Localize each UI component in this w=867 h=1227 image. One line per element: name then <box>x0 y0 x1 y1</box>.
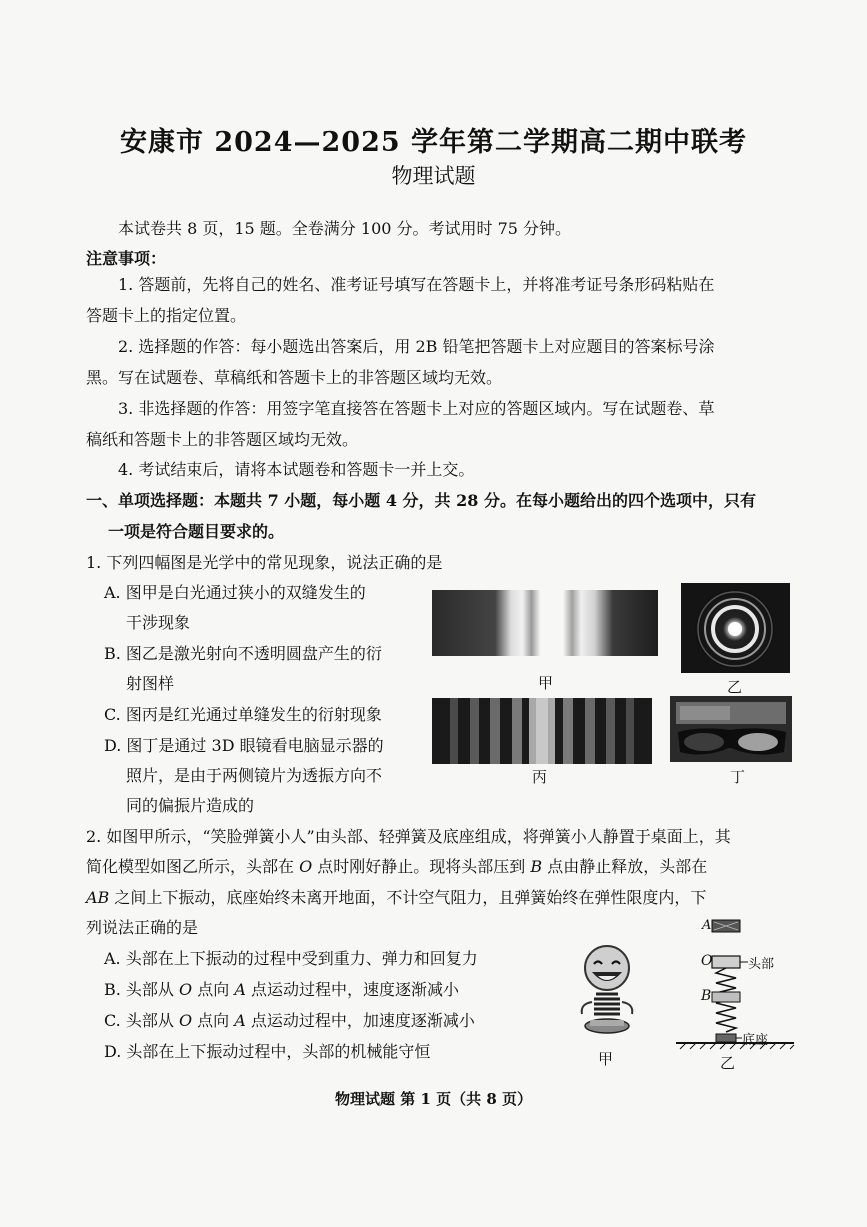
notice-heading: 注意事项： <box>86 249 167 268</box>
q2-option-d: D. 头部在上下振动过程中，头部的机械能守恒 <box>104 1042 431 1061</box>
section-1-heading-line-2: 一项是符合题目要求的。 <box>108 522 285 541</box>
q1-option-c: C. 图丙是红光通过单缝发生的衍射现象 <box>104 705 382 724</box>
notice-item-2-line-1: 2. 选择题的作答：每小题选出答案后，用 2B 铅笔把答题卡上对应题目的答案标号涂 <box>118 337 715 356</box>
q2-c-o: O <box>178 1011 193 1030</box>
q2-c-post: 点运动过程中，加速度逐渐减小 <box>245 1011 475 1030</box>
figure-jia-double-slit <box>432 590 658 656</box>
intro-text: 本试卷共 8 页，15 题。全卷满分 100 分。考试用时 75 分钟。 <box>118 219 572 238</box>
q2-b-o: O <box>179 980 193 999</box>
q1-option-a-line-1: A. 图甲是白光通过狭小的双缝发生的 <box>104 583 366 602</box>
q2-stem-2a: 简化模型如图乙所示，头部在 <box>86 857 300 876</box>
model-label-b: B <box>701 988 712 1004</box>
q1-option-b-line-2: 射图样 <box>126 674 175 693</box>
model-label-a: A <box>702 918 712 933</box>
q2-stem-2c: 点时刚好静止。现将头部压到 <box>312 857 531 876</box>
q2-stem-line-3 <box>86 883 706 913</box>
figure-caption-yi: 乙 <box>727 678 743 696</box>
q2-b-post: 点运动过程中，速度逐渐减小 <box>245 980 459 999</box>
q2-stem-2b: O <box>299 857 313 876</box>
figure-caption-bing: 丙 <box>532 768 548 786</box>
notice-item-3-line-1: 3. 非选择题的作答：用签字笔直接答在答题卡上对应的答题区域内。写在试题卷、草 <box>118 399 715 418</box>
notice-item-2-line-2: 黑。写在试题卷、草稿纸和答题卡上的非答题区域均无效。 <box>86 368 503 387</box>
q2-c-pre: C. 头部从 <box>104 1011 179 1030</box>
notice-item-4: 4. 考试结束后，请将本试题卷和答题卡一并上交。 <box>118 460 475 479</box>
figure-caption-jia: 甲 <box>538 674 554 692</box>
q1-stem: 1. 下列四幅图是光学中的常见现象，说法正确的是 <box>86 553 443 572</box>
page-footer: 物理试题 第 1 页（共 8 页） <box>335 1090 532 1108</box>
q1-option-a-line-2: 干涉现象 <box>126 613 191 632</box>
notice-item-3-line-2: 稿纸和答题卡上的非答题区域均无效。 <box>86 430 359 449</box>
figure-ding-3d-glasses <box>670 696 792 762</box>
model-label-head: 头部 <box>748 957 775 972</box>
model-label-base: 底座 <box>742 1033 769 1048</box>
figure-spring-model <box>676 916 796 1052</box>
q2-option-a: A. 头部在上下振动的过程中受到重力、弹力和回复力 <box>104 949 478 968</box>
notice-item-1-line-1: 1. 答题前，先将自己的姓名、准考证号填写在答题卡上，并将准考证号条形码粘贴在 <box>118 275 715 294</box>
figure-caption-toy-jia: 甲 <box>598 1050 614 1068</box>
q2-stem-3a: AB <box>86 888 110 907</box>
q2-option-b <box>104 975 459 1005</box>
q2-b-pre: B. 头部从 <box>104 980 180 999</box>
q2-stem-line-4: 列说法正确的是 <box>86 918 199 937</box>
notice-item-1-line-2: 答题卡上的指定位置。 <box>86 306 247 325</box>
figure-caption-ding: 丁 <box>730 768 746 786</box>
q2-b-mid: 点向 <box>192 980 235 999</box>
q1-option-d-line-3: 同的偏振片造成的 <box>126 796 255 815</box>
q1-option-d-line-2: 照片，是由于两侧镜片为透振方向不 <box>126 766 383 785</box>
q2-option-c <box>104 1006 475 1036</box>
q2-stem-2d: B <box>530 857 543 876</box>
figure-spring-toy <box>572 944 642 1046</box>
q2-stem-line-2 <box>86 852 707 882</box>
figure-caption-model-yi: 乙 <box>720 1054 736 1072</box>
model-label-o: O <box>701 953 713 969</box>
q2-c-mid: 点向 <box>192 1011 235 1030</box>
page-subtitle: 物理试题 <box>391 164 476 188</box>
q2-stem-2e: 点由静止释放，头部在 <box>542 857 708 876</box>
figure-yi-disk-diffraction <box>681 583 790 673</box>
q2-c-a: A <box>234 1011 246 1030</box>
figure-bing-single-slit <box>432 698 652 764</box>
page-title: 安康市 2024—2025 学年第二学期高二期中联考 <box>119 127 748 158</box>
q2-b-a: A <box>234 980 246 999</box>
q1-option-d-line-1: D. 图丁是通过 3D 眼镜看电脑显示器的 <box>104 736 384 755</box>
section-1-heading-line-1: 一、单项选择题：本题共 7 小题，每小题 4 分，共 28 分。在每小题给出的四个选项中，只有 <box>86 491 756 510</box>
q2-stem-3b: 之间上下振动，底座始终未离开地面，不计空气阻力，且弹簧始终在弹性限度内，下 <box>109 888 707 907</box>
q1-option-b-line-1: B. 图乙是激光射向不透明圆盘产生的衍 <box>104 644 382 663</box>
q2-stem-line-1: 2. 如图甲所示，“笑脸弹簧小人”由头部、轻弹簧及底座组成，将弹簧小人静置于桌面上，其 <box>86 827 731 846</box>
